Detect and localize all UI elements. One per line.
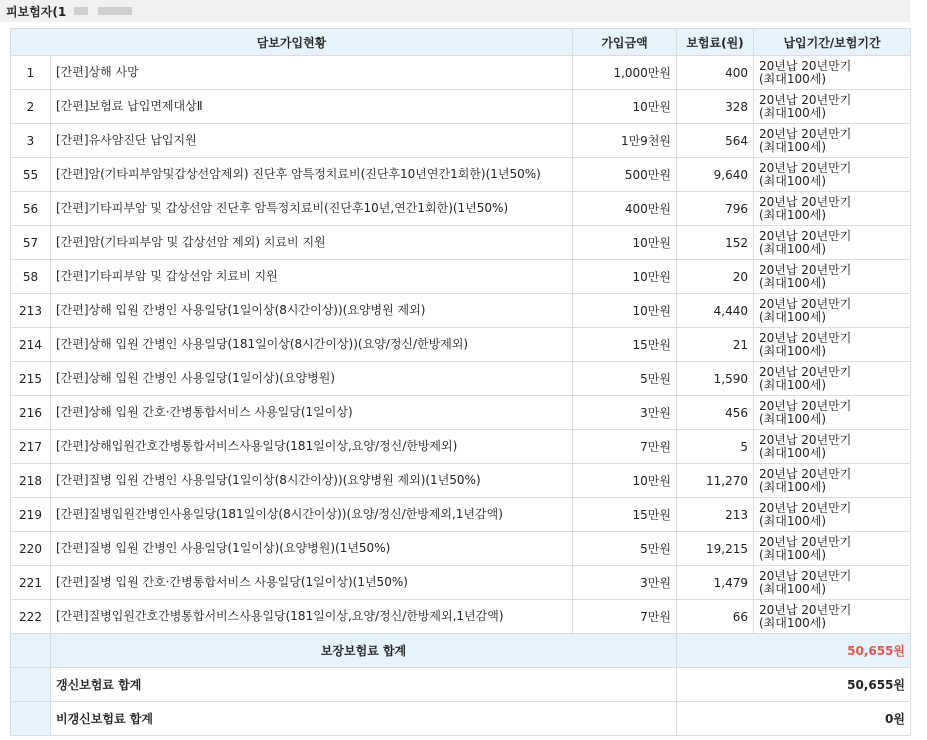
coverage-premium: 213: [677, 498, 754, 532]
coverage-rows: [11, 56, 911, 634]
coverage-period: [754, 396, 911, 430]
table-row: [11, 124, 911, 158]
period-term: 20년납 20년만기: [759, 466, 852, 481]
period-term: 20년납 20년만기: [759, 568, 852, 583]
redacted-insured-info: [74, 7, 88, 15]
coverage-period: [754, 362, 911, 396]
coverage-amount: 15만원: [573, 498, 677, 532]
coverage-period: [754, 90, 911, 124]
period-max-age: (최대100세): [759, 547, 827, 562]
coverage-period: [754, 226, 911, 260]
redacted-insured-info: [98, 7, 132, 15]
coverage-amount: 5만원: [573, 362, 677, 396]
coverage-amount: 10만원: [573, 294, 677, 328]
total-premium-label: 보장보험료 합계: [51, 634, 677, 668]
column-header-amount: 가입금액: [573, 29, 677, 56]
coverage-amount: 10만원: [573, 260, 677, 294]
coverage-name: [간편]기타피부암 및 갑상선암 진단후 암특정치료비(진단후10년,연간1회한)(1년50%): [51, 192, 573, 226]
column-header-coverage: 담보가입현황: [11, 29, 573, 56]
coverage-name: [간편]유사암진단 납입지원: [51, 124, 573, 158]
period-max-age: (최대100세): [759, 241, 827, 256]
insured-header: [0, 0, 910, 22]
row-number: 2: [11, 90, 51, 124]
table-row: [11, 294, 911, 328]
coverage-premium: 400: [677, 56, 754, 90]
table-row: [11, 430, 911, 464]
coverage-name: [간편]상해 사망: [51, 56, 573, 90]
period-term: 20년납 20년만기: [759, 602, 852, 617]
period-max-age: (최대100세): [759, 343, 827, 358]
coverage-period: [754, 294, 911, 328]
coverage-amount: 10만원: [573, 90, 677, 124]
table-row: [11, 158, 911, 192]
table-row: [11, 566, 911, 600]
period-term: 20년납 20년만기: [759, 398, 852, 413]
period-max-age: (최대100세): [759, 71, 827, 86]
coverage-name: [간편]상해 입원 간호·간병통합서비스 사용일당(1일이상): [51, 396, 573, 430]
summary-spacer: [11, 634, 51, 668]
period-max-age: (최대100세): [759, 173, 827, 188]
coverage-period: [754, 260, 911, 294]
coverage-amount: 3만원: [573, 566, 677, 600]
coverage-amount: 10만원: [573, 464, 677, 498]
row-number: 55: [11, 158, 51, 192]
period-term: 20년납 20년만기: [759, 262, 852, 277]
row-number: 222: [11, 600, 51, 634]
coverage-amount: 3만원: [573, 396, 677, 430]
row-number: 221: [11, 566, 51, 600]
period-term: 20년납 20년만기: [759, 330, 852, 345]
coverage-period: [754, 56, 911, 90]
table-row: [11, 260, 911, 294]
table-row: [11, 328, 911, 362]
table-row: [11, 90, 911, 124]
period-term: 20년납 20년만기: [759, 58, 852, 73]
period-term: 20년납 20년만기: [759, 126, 852, 141]
coverage-period: [754, 124, 911, 158]
coverage-period: [754, 464, 911, 498]
insured-label: 피보험자(1: [6, 4, 67, 19]
row-number: 3: [11, 124, 51, 158]
row-number: 220: [11, 532, 51, 566]
nonrenewal-premium-label: 비갱신보험료 합계: [51, 702, 677, 736]
period-term: 20년납 20년만기: [759, 500, 852, 515]
total-premium-row: [11, 634, 911, 668]
row-number: 218: [11, 464, 51, 498]
period-max-age: (최대100세): [759, 139, 827, 154]
period-max-age: (최대100세): [759, 479, 827, 494]
coverage-premium: 796: [677, 192, 754, 226]
coverage-period: [754, 566, 911, 600]
table-row: [11, 56, 911, 90]
period-max-age: (최대100세): [759, 309, 827, 324]
coverage-premium: 19,215: [677, 532, 754, 566]
coverage-name: [간편]기타피부암 및 갑상선암 치료비 지원: [51, 260, 573, 294]
renewal-premium-row: [11, 668, 911, 702]
coverage-name: [간편]암(기타피부암및갑상선암제외) 진단후 암특정치료비(진단후10년연간1회한)(1년50%): [51, 158, 573, 192]
summary-spacer: [11, 668, 51, 702]
period-term: 20년납 20년만기: [759, 160, 852, 175]
row-number: 1: [11, 56, 51, 90]
row-number: 56: [11, 192, 51, 226]
coverage-name: [간편]상해입원간호간병통합서비스사용일당(181일이상,요양/정신/한방제외): [51, 430, 573, 464]
coverage-name: [간편]상해 입원 간병인 사용일당(1일이상)(요양병원): [51, 362, 573, 396]
coverage-name: [간편]질병 입원 간병인 사용일당(1일이상(8시간이상))(요양병원 제외)(1년50%): [51, 464, 573, 498]
period-term: 20년납 20년만기: [759, 228, 852, 243]
coverage-premium: 9,640: [677, 158, 754, 192]
coverage-name: [간편]질병입원간병인사용일당(181일이상(8시간이상))(요양/정신/한방제외,1년감액): [51, 498, 573, 532]
table-row: [11, 464, 911, 498]
period-max-age: (최대100세): [759, 445, 827, 460]
column-header-period: 납입기간/보험기간: [754, 29, 911, 56]
column-header-premium: 보험료(원): [677, 29, 754, 56]
period-max-age: (최대100세): [759, 411, 827, 426]
coverage-name: [간편]보험료 납입면제대상Ⅱ: [51, 90, 573, 124]
coverage-premium: 564: [677, 124, 754, 158]
row-number: 217: [11, 430, 51, 464]
coverage-amount: 1만9천원: [573, 124, 677, 158]
coverage-premium: 66: [677, 600, 754, 634]
coverage-period: [754, 192, 911, 226]
period-max-age: (최대100세): [759, 275, 827, 290]
coverage-premium: 152: [677, 226, 754, 260]
coverage-amount: 15만원: [573, 328, 677, 362]
row-number: 215: [11, 362, 51, 396]
row-number: 58: [11, 260, 51, 294]
table-row: [11, 362, 911, 396]
nonrenewal-premium-value: 0원: [677, 702, 911, 736]
table-row: [11, 600, 911, 634]
period-max-age: (최대100세): [759, 207, 827, 222]
coverage-period: [754, 430, 911, 464]
coverage-amount: 10만원: [573, 226, 677, 260]
coverage-premium: 11,270: [677, 464, 754, 498]
coverage-amount: 7만원: [573, 600, 677, 634]
coverage-premium: 21: [677, 328, 754, 362]
period-term: 20년납 20년만기: [759, 92, 852, 107]
coverage-premium: 1,479: [677, 566, 754, 600]
period-max-age: (최대100세): [759, 581, 827, 596]
coverage-name: [간편]암(기타피부암 및 갑상선암 제외) 치료비 지원: [51, 226, 573, 260]
coverage-table: [10, 28, 911, 736]
coverage-name: [간편]상해 입원 간병인 사용일당(1일이상(8시간이상))(요양병원 제외): [51, 294, 573, 328]
nonrenewal-premium-row: [11, 702, 911, 736]
coverage-name: [간편]질병입원간호간병통합서비스사용일당(181일이상,요양/정신/한방제외,1년감액): [51, 600, 573, 634]
row-number: 213: [11, 294, 51, 328]
coverage-premium: 5: [677, 430, 754, 464]
period-term: 20년납 20년만기: [759, 534, 852, 549]
row-number: 216: [11, 396, 51, 430]
coverage-premium: 456: [677, 396, 754, 430]
renewal-premium-value: 50,655원: [677, 668, 911, 702]
table-row: [11, 226, 911, 260]
coverage-premium: 1,590: [677, 362, 754, 396]
table-header-row: [11, 29, 911, 56]
period-max-age: (최대100세): [759, 377, 827, 392]
coverage-amount: 7만원: [573, 430, 677, 464]
coverage-amount: 1,000만원: [573, 56, 677, 90]
period-term: 20년납 20년만기: [759, 432, 852, 447]
table-row: [11, 192, 911, 226]
coverage-period: [754, 532, 911, 566]
coverage-name: [간편]질병 입원 간병인 사용일당(1일이상)(요양병원)(1년50%): [51, 532, 573, 566]
summary-section: [11, 634, 911, 736]
coverage-premium: 20: [677, 260, 754, 294]
coverage-amount: 500만원: [573, 158, 677, 192]
table-row: [11, 396, 911, 430]
coverage-amount: 5만원: [573, 532, 677, 566]
coverage-name: [간편]상해 입원 간병인 사용일당(181일이상(8시간이상))(요양/정신/한방제외): [51, 328, 573, 362]
row-number: 214: [11, 328, 51, 362]
renewal-premium-label: 갱신보험료 합계: [51, 668, 677, 702]
coverage-amount: 400만원: [573, 192, 677, 226]
coverage-period: [754, 328, 911, 362]
coverage-premium: 4,440: [677, 294, 754, 328]
coverage-period: [754, 600, 911, 634]
coverage-period: [754, 498, 911, 532]
period-max-age: (최대100세): [759, 105, 827, 120]
period-max-age: (최대100세): [759, 513, 827, 528]
row-number: 219: [11, 498, 51, 532]
coverage-premium: 328: [677, 90, 754, 124]
period-term: 20년납 20년만기: [759, 364, 852, 379]
table-row: [11, 498, 911, 532]
summary-spacer: [11, 702, 51, 736]
total-premium-value: 50,655원: [677, 634, 911, 668]
period-term: 20년납 20년만기: [759, 194, 852, 209]
table-row: [11, 532, 911, 566]
coverage-name: [간편]질병 입원 간호·간병통합서비스 사용일당(1일이상)(1년50%): [51, 566, 573, 600]
coverage-period: [754, 158, 911, 192]
row-number: 57: [11, 226, 51, 260]
period-term: 20년납 20년만기: [759, 296, 852, 311]
period-max-age: (최대100세): [759, 615, 827, 630]
